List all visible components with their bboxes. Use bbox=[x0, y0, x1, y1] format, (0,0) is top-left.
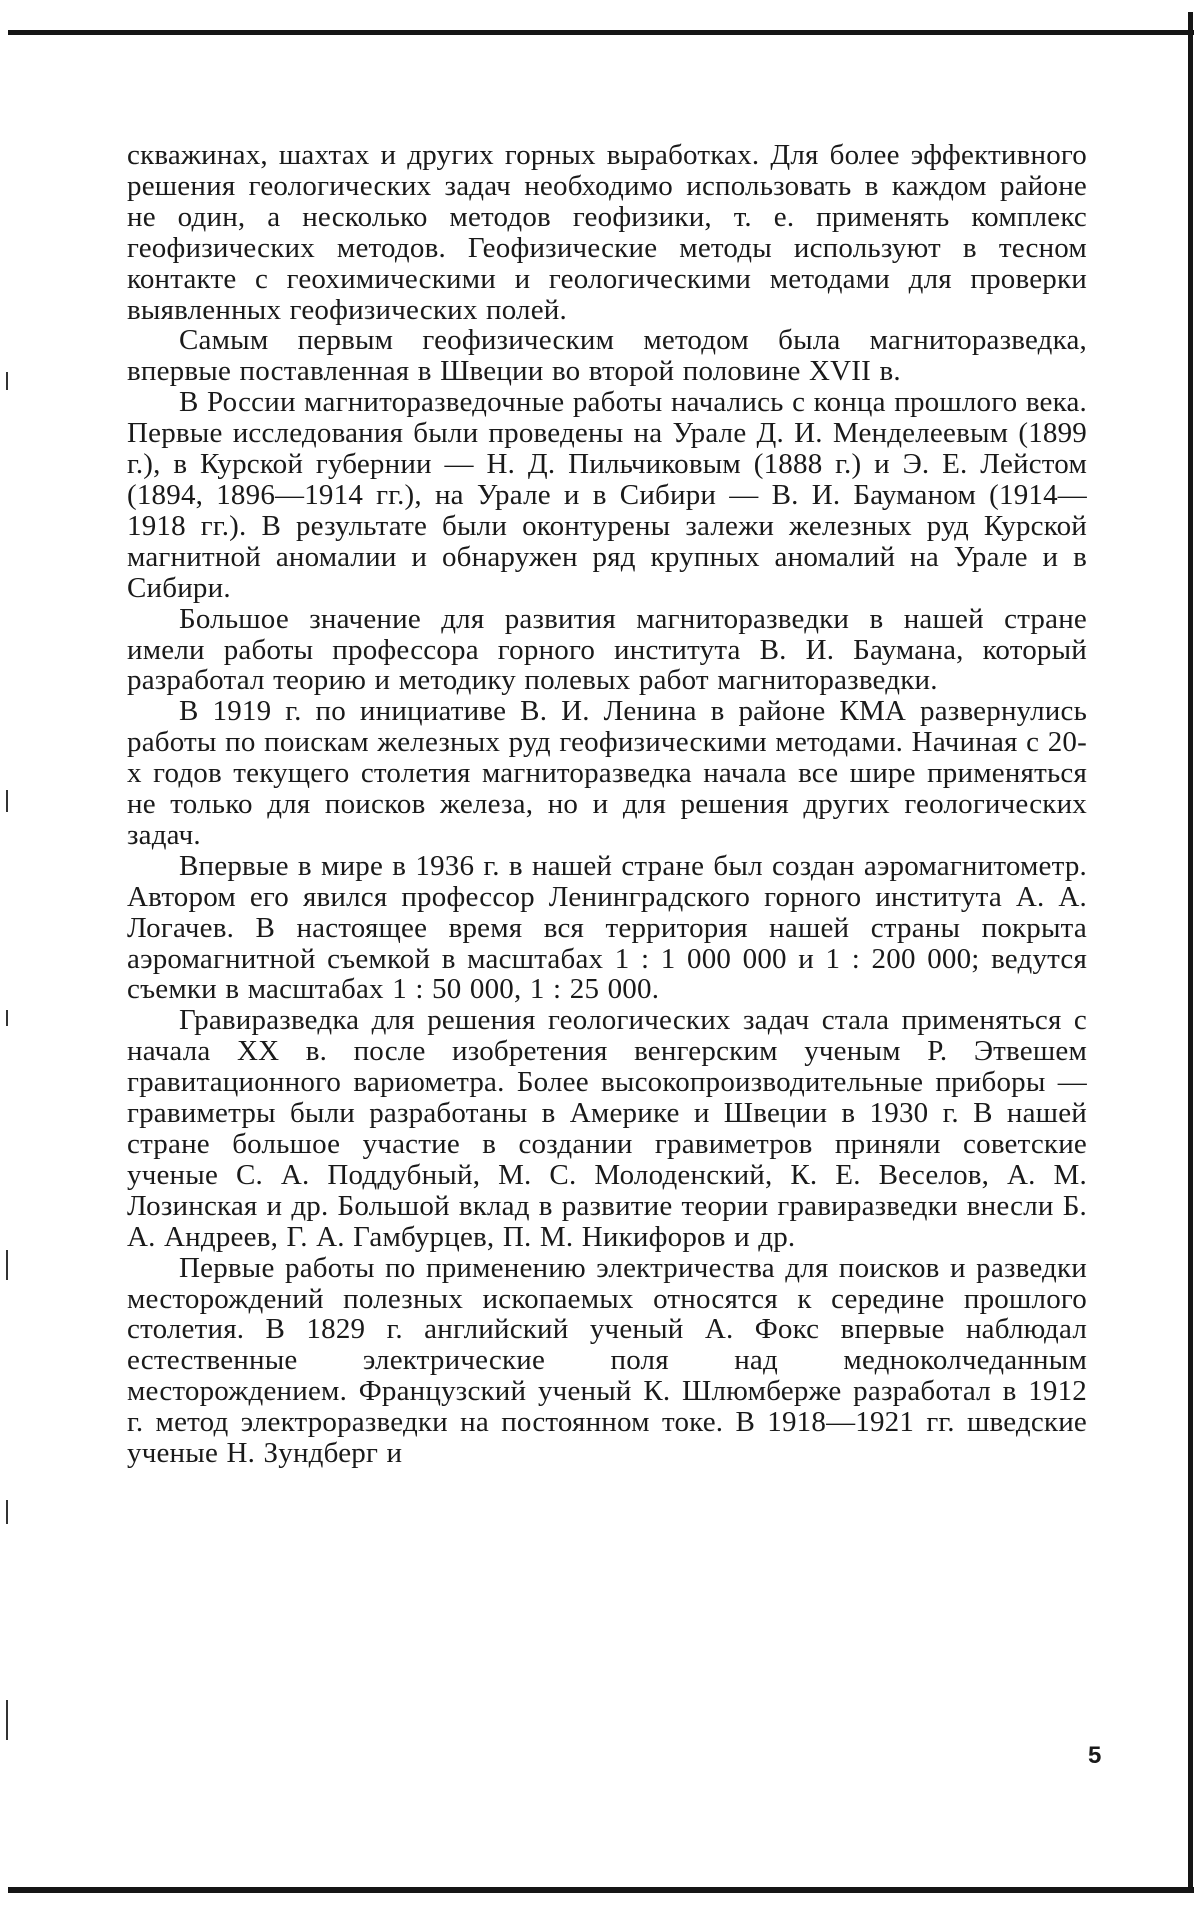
paragraph: скважинах, шахтах и других горных выработках. Для более эффективного решения геологических задач необходимо использовать в каждом районе не один, а несколько методов геофизики, т. е. применять комплекс геофизических методов. Геофизические методы используют в тесном контакте с геохимическими и геологическими методами для проверки выявленных геофизических полей. bbox=[127, 139, 1087, 326]
paragraph: Первые работы по применению электричества для поисков и разведки месторождений полезных ископаемых относятся к середине прошлого столетия. В 1829 г. английский ученый А. Фокс впервые наблюдал естественные электрические поля над медноколчеданным месторождением. Французский ученый К. Шлюмберже разработал в 1912 г. метод электроразведки на постоянном токе. В 1918—1921 гг. шведские ученые Н. Зундберг и bbox=[127, 1251, 1087, 1470]
body-text bbox=[127, 140, 1087, 1469]
margin-mark bbox=[6, 1250, 8, 1280]
page-number: 5 bbox=[1088, 1742, 1102, 1769]
bottom-border-rule bbox=[8, 1887, 1194, 1893]
paragraph: Самым первым геофизическим методом была магниторазведка, впервые поставленная в Швеции во второй половине XVII в. bbox=[127, 324, 1087, 388]
top-border-rule bbox=[8, 30, 1194, 35]
margin-mark bbox=[6, 790, 8, 812]
margin-mark bbox=[6, 372, 8, 390]
paragraph: В 1919 г. по инициативе В. И. Ленина в районе КМА развернулись работы по поискам железных руд геофизическими методами. Начиная с 20-х годов текущего столетия магниторазведка начала все шире применяться не только для поисков железа, но и для решения других геологических задач. bbox=[127, 695, 1087, 851]
margin-mark bbox=[6, 1700, 8, 1740]
paragraph: Гравиразведка для решения геологических задач стала применяться с начала XX в. после изобретения венгерским ученым Р. Этвешем гравитационного вариометра. Более высокопроизводительные приборы — гравиметры были разработаны в Америке и Швеции в 1930 г. В нашей стране большое участие в создании гравиметров приняли советские ученые С. А. Поддубный, М. С. Молоденский, К. Е. Веселов, А. М. Лозинская и др. Большой вклад в развитие теории гравиразведки внесли Б. А. Андреев, Г. А. Гамбурцев, П. М. Никифоров и др. bbox=[127, 1004, 1087, 1253]
right-border-rule bbox=[1188, 12, 1193, 1893]
paragraph: Большое значение для развития магниторазведки в нашей стране имели работы профессора горного института В. И. Баумана, который разработал теорию и методику полевых работ магниторазведки. bbox=[127, 602, 1087, 697]
margin-mark bbox=[6, 1010, 8, 1026]
paragraph: В России магниторазведочные работы начались с конца прошлого века. Первые исследования были проведены на Урале Д. И. Менделеевым (1899 г.), в Курской губернии — Н. Д. Пильчиковым (1888 г.) и Э. Е. Лейстом (1894, 1896—1914 гг.), на Урале и в Сибири — В. И. Бауманом (1914—1918 гг.). В результате были оконтурены залежи железных руд Курской магнитной аномалии и обнаружен ряд крупных аномалий на Урале и в Сибири. bbox=[127, 386, 1087, 604]
paragraph: Впервые в мире в 1936 г. в нашей стране был создан аэромагнитометр. Автором его явился профессор Ленинградского горного института А. А. Логачев. В настоящее время вся территория нашей страны покрыта аэромагнитной съемкой в масштабах 1 : 1 000 000 и 1 : 200 000; ведутся съемки в масштабах 1 : 50 000, 1 : 25 000. bbox=[127, 849, 1087, 1006]
margin-mark bbox=[6, 1500, 8, 1524]
